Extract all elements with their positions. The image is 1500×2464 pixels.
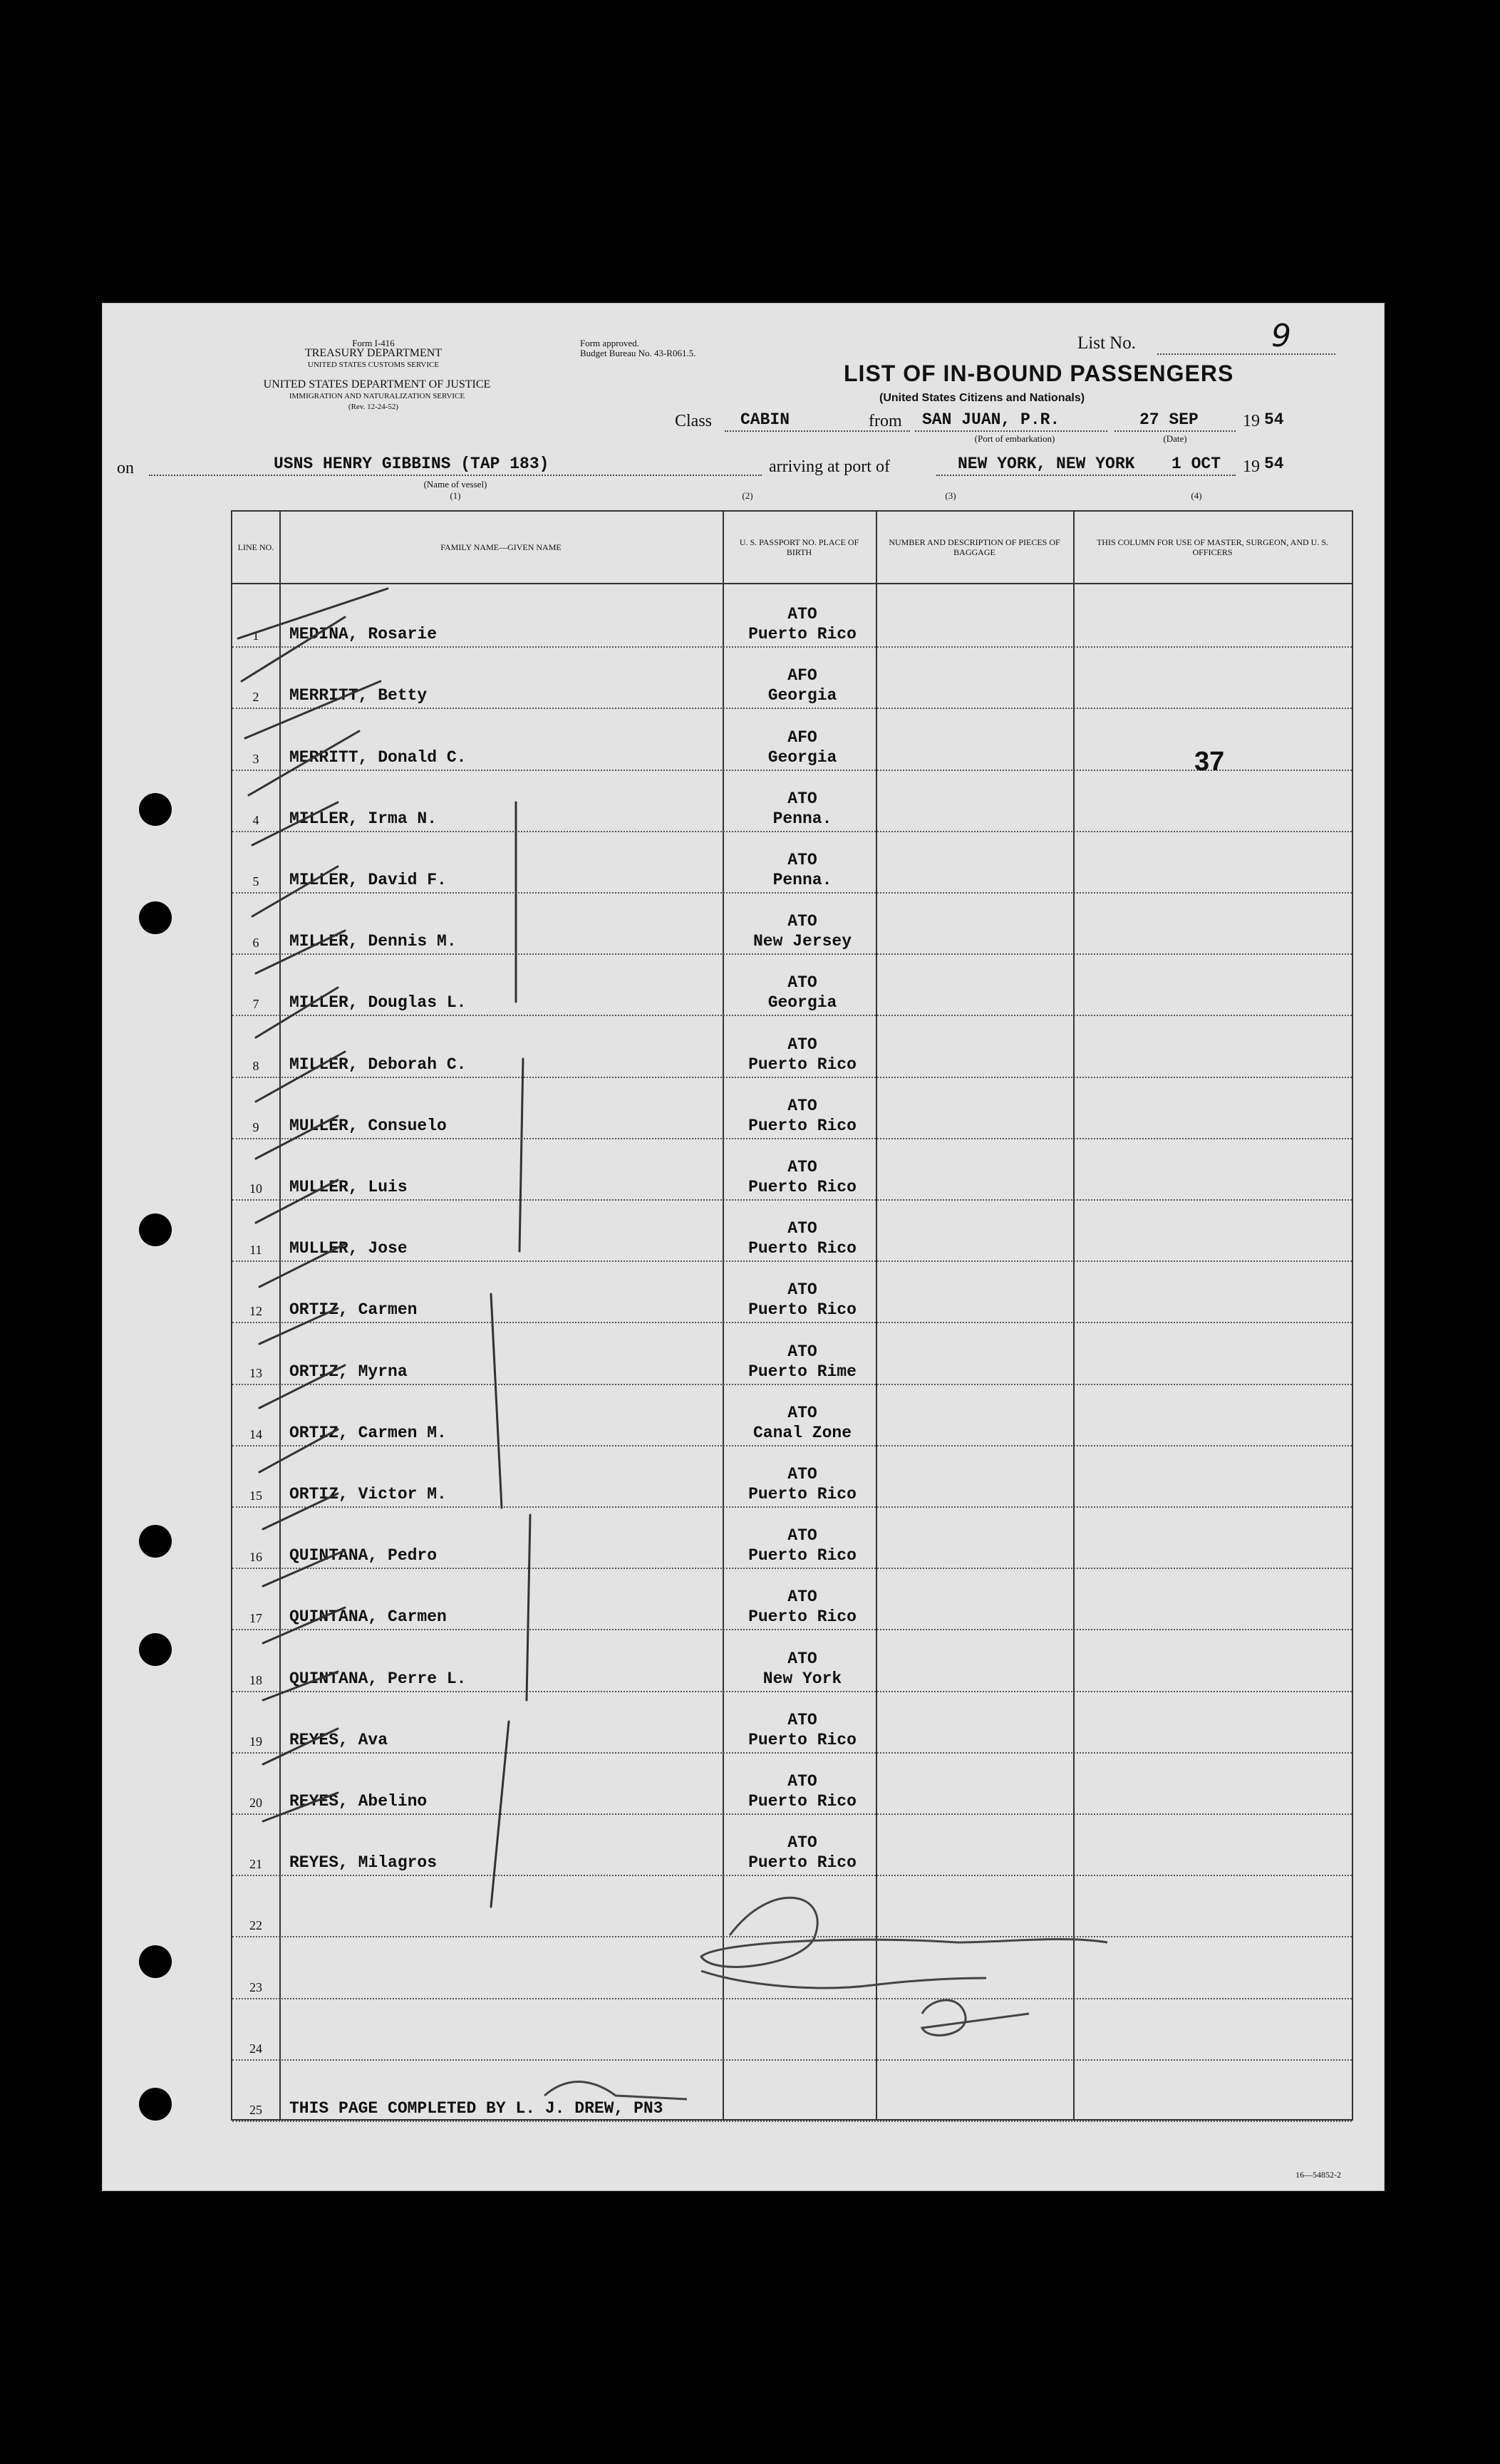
binder-hole (139, 1213, 172, 1246)
revision-date: (Rev. 12-24-52) (348, 403, 399, 411)
passport-code: ATO (787, 973, 817, 993)
col1-caption: (1) (450, 490, 461, 501)
line-number: 1 (252, 628, 259, 643)
place-of-birth: Penna. (772, 809, 832, 828)
table-row (232, 771, 1352, 832)
document-title: LIST OF IN-BOUND PASSENGERS (844, 361, 1234, 386)
passenger-name: ORTIZ, Carmen M. (289, 1423, 447, 1442)
passport-code: AFO (787, 728, 817, 747)
binder-hole (139, 793, 172, 826)
line-number: 3 (252, 751, 259, 766)
header-baggage: NUMBER AND DESCRIPTION OF PIECES OF BAGGAGE (889, 537, 1060, 557)
arrival-line (936, 475, 1236, 476)
passport-code: ATO (787, 789, 817, 808)
col4-caption: (4) (1191, 490, 1202, 501)
place-of-birth: Canal Zone (752, 1423, 852, 1442)
date-line (1114, 430, 1236, 432)
list-no-label: List No. (1077, 333, 1136, 353)
passenger-name: QUINTANA, Pedro (289, 1546, 438, 1565)
passenger-name: MULLER, Consuelo (289, 1116, 447, 1135)
line-number: 9 (252, 1119, 259, 1134)
passport-code: ATO (787, 1526, 817, 1546)
table-row (232, 1446, 1352, 1508)
year-prefix: 19 (1243, 412, 1260, 430)
place-of-birth: Puerto Rico (748, 1116, 857, 1135)
table-row (232, 1876, 1352, 1937)
place-of-birth: Puerto Rico (748, 1300, 857, 1320)
binder-hole (139, 901, 172, 934)
passenger-name: MILLER, Dennis M. (289, 932, 457, 951)
passenger-table (231, 510, 1353, 2121)
year-suffix: 54 (1264, 410, 1284, 429)
header-line-no: LINE NO. (237, 542, 274, 552)
arriving-label: arriving at port of (769, 457, 890, 476)
year2-prefix: 19 (1243, 457, 1260, 476)
passenger-name: MERRITT, Donald C. (289, 747, 467, 767)
place-of-birth: Puerto Rico (748, 1608, 857, 1627)
line-number: 19 (249, 1734, 262, 1749)
year2-suffix: 54 (1264, 455, 1284, 473)
vessel-line (149, 475, 762, 476)
on-label: on (117, 459, 134, 477)
table-row (232, 1262, 1352, 1323)
place-of-birth: Puerto Rico (748, 1730, 857, 1749)
vessel-caption: (Name of vessel) (423, 479, 487, 490)
passenger-name: MILLER, David F. (289, 870, 447, 889)
table-row (232, 1692, 1352, 1754)
passenger-name: MILLER, Deborah C. (289, 1055, 467, 1074)
passport-code: ATO (787, 1035, 817, 1054)
line-number: 25 (249, 2102, 262, 2117)
place-of-birth: Georgia (767, 993, 837, 1013)
passport-code: ATO (787, 605, 817, 624)
place-of-birth: Penna. (772, 870, 832, 889)
form-number: Form I-416 (352, 338, 395, 348)
embark-date: 27 SEP (1139, 410, 1199, 429)
vessel-name: USNS HENRY GIBBINS (TAP 183) (274, 455, 549, 473)
header-passport: U. S. PASSPORT NO. PLACE OF BIRTH (739, 537, 859, 557)
binder-hole (139, 1525, 172, 1558)
place-of-birth: Puerto Rime (748, 1362, 857, 1381)
table-row (232, 1754, 1352, 1815)
passport-code: ATO (787, 1219, 817, 1238)
passenger-name: MULLER, Luis (289, 1177, 408, 1196)
passport-code: ATO (787, 1342, 817, 1361)
passenger-name: REYES, Ava (289, 1730, 388, 1749)
table-row (232, 1937, 1352, 1999)
passenger-name: MERRITT, Betty (289, 686, 428, 705)
line-number: 21 (249, 1857, 262, 1872)
table-row (232, 586, 1352, 648)
table-row (232, 1078, 1352, 1139)
table-row (232, 1016, 1352, 1077)
passenger-name: THIS PAGE COMPLETED BY L. J. DREW, PN3 (289, 2098, 663, 2118)
from-line (915, 430, 1107, 432)
line-number: 24 (249, 2041, 262, 2056)
arrival-date: 1 OCT (1171, 455, 1221, 473)
table-row (232, 709, 1352, 777)
from-value: SAN JUAN, P.R. (922, 410, 1060, 429)
passport-code: ATO (787, 1588, 817, 1607)
passenger-name: MILLER, Irma N. (289, 809, 438, 828)
col3-caption: (3) (945, 490, 956, 501)
table-row (232, 1630, 1352, 1692)
place-of-birth: Puerto Rico (748, 1484, 857, 1503)
class-label: Class (675, 412, 713, 430)
passport-code: ATO (787, 1771, 817, 1791)
header-rule (232, 583, 1352, 584)
line-number: 20 (249, 1795, 262, 1810)
table-row (232, 1815, 1352, 1876)
form-approved: Form approved. (580, 338, 640, 348)
passenger-name: QUINTANA, Carmen (289, 1608, 447, 1627)
table-row (232, 1508, 1352, 1569)
passport-code: ATO (787, 1464, 817, 1484)
line-number: 17 (249, 1611, 262, 1626)
line-number: 12 (249, 1304, 262, 1319)
place-of-birth: Puerto Rico (748, 1055, 857, 1074)
date-caption: (Date) (1163, 433, 1187, 444)
passport-code: AFO (787, 666, 817, 685)
table-row (232, 1201, 1352, 1262)
passport-code: ATO (787, 1649, 817, 1668)
passenger-name: REYES, Milagros (289, 1853, 438, 1873)
passenger-name: REYES, Abelino (289, 1791, 428, 1811)
passport-code: ATO (787, 1096, 817, 1115)
binder-hole (139, 1633, 172, 1666)
table-row (232, 955, 1352, 1016)
header-officers: THIS COLUMN FOR USE OF MASTER, SURGEON, AND U. S. OFFICERS (1096, 537, 1329, 557)
line-number: 18 (249, 1672, 262, 1687)
place-of-birth: Georgia (767, 747, 837, 767)
place-of-birth: Puerto Rico (748, 1546, 857, 1565)
passenger-name: ORTIZ, Victor M. (289, 1484, 447, 1503)
justice-dept: UNITED STATES DEPARTMENT OF JUSTICE (263, 378, 491, 390)
from-label: from (869, 412, 902, 430)
place-of-birth: New Jersey (752, 932, 852, 951)
place-of-birth: Puerto Rico (748, 1177, 857, 1196)
table-row (232, 648, 1352, 709)
line-number: 7 (252, 997, 259, 1012)
treasury-dept: TREASURY DEPARTMENT (304, 347, 443, 359)
line-number: 15 (249, 1488, 262, 1503)
table-row (232, 894, 1352, 955)
passport-code: ATO (787, 850, 817, 869)
list-no-value: 9 (1271, 318, 1291, 354)
customs-service: UNITED STATES CUSTOMS SERVICE (307, 361, 440, 369)
line-number: 11 (249, 1243, 262, 1258)
ins-service: IMMIGRATION AND NATURALIZATION SERVICE (289, 392, 465, 400)
passport-code: ATO (787, 1833, 817, 1853)
line-number: 14 (249, 1427, 262, 1441)
place-of-birth: Puerto Rico (748, 625, 857, 644)
passport-code: ATO (787, 1280, 817, 1300)
class-value: CABIN (740, 410, 790, 429)
passport-code: ATO (787, 1403, 817, 1422)
passenger-name: QUINTANA, Perre L. (289, 1669, 467, 1688)
passenger-name: MEDINA, Rosarie (289, 625, 438, 644)
passenger-list-page (102, 303, 1385, 2191)
passport-code: ATO (787, 912, 817, 931)
officer-note: 37 (1194, 747, 1225, 777)
table-row (232, 832, 1352, 894)
table-row (232, 2061, 1352, 2122)
port-embark-caption: (Port of embarkation) (974, 433, 1055, 444)
table-row (232, 1999, 1352, 2061)
document-subtitle: (United States Citizens and Nationals) (879, 392, 1085, 404)
passenger-name: ORTIZ, Myrna (289, 1362, 408, 1381)
list-no-line (1157, 353, 1335, 355)
line-number: 23 (249, 1979, 262, 1994)
col2-caption: (2) (742, 490, 753, 501)
line-number: 6 (252, 936, 259, 951)
passenger-name: MILLER, Douglas L. (289, 993, 467, 1013)
header-name: FAMILY NAME—GIVEN NAME (440, 542, 562, 552)
table-row (232, 1323, 1352, 1384)
table-row (232, 1569, 1352, 1630)
passport-code: ATO (787, 1710, 817, 1729)
passport-code: ATO (787, 1157, 817, 1176)
binder-hole (139, 2088, 172, 2121)
line-number: 5 (252, 874, 259, 889)
line-number: 16 (249, 1550, 262, 1565)
table-row (232, 1385, 1352, 1446)
place-of-birth: Puerto Rico (748, 1791, 857, 1811)
passenger-name: ORTIZ, Carmen (289, 1300, 418, 1320)
budget-bureau: Budget Bureau No. 43-R061.5. (580, 348, 696, 358)
arrival-port: NEW YORK, NEW YORK (958, 455, 1135, 473)
row-rule (232, 2121, 1352, 2122)
form-footer-code: 16—54852-2 (1295, 2170, 1341, 2180)
place-of-birth: New York (762, 1669, 842, 1688)
line-number: 8 (252, 1058, 259, 1073)
line-number: 4 (252, 812, 259, 827)
table-row (232, 1139, 1352, 1201)
line-number: 13 (249, 1365, 262, 1380)
binder-hole (139, 1945, 172, 1978)
place-of-birth: Puerto Rico (748, 1239, 857, 1258)
line-number: 10 (249, 1181, 262, 1196)
passenger-name: MULLER, Jose (289, 1239, 408, 1258)
line-number: 22 (249, 1918, 262, 1933)
line-number: 2 (252, 690, 259, 705)
place-of-birth: Georgia (767, 686, 837, 705)
place-of-birth: Puerto Rico (748, 1853, 857, 1873)
